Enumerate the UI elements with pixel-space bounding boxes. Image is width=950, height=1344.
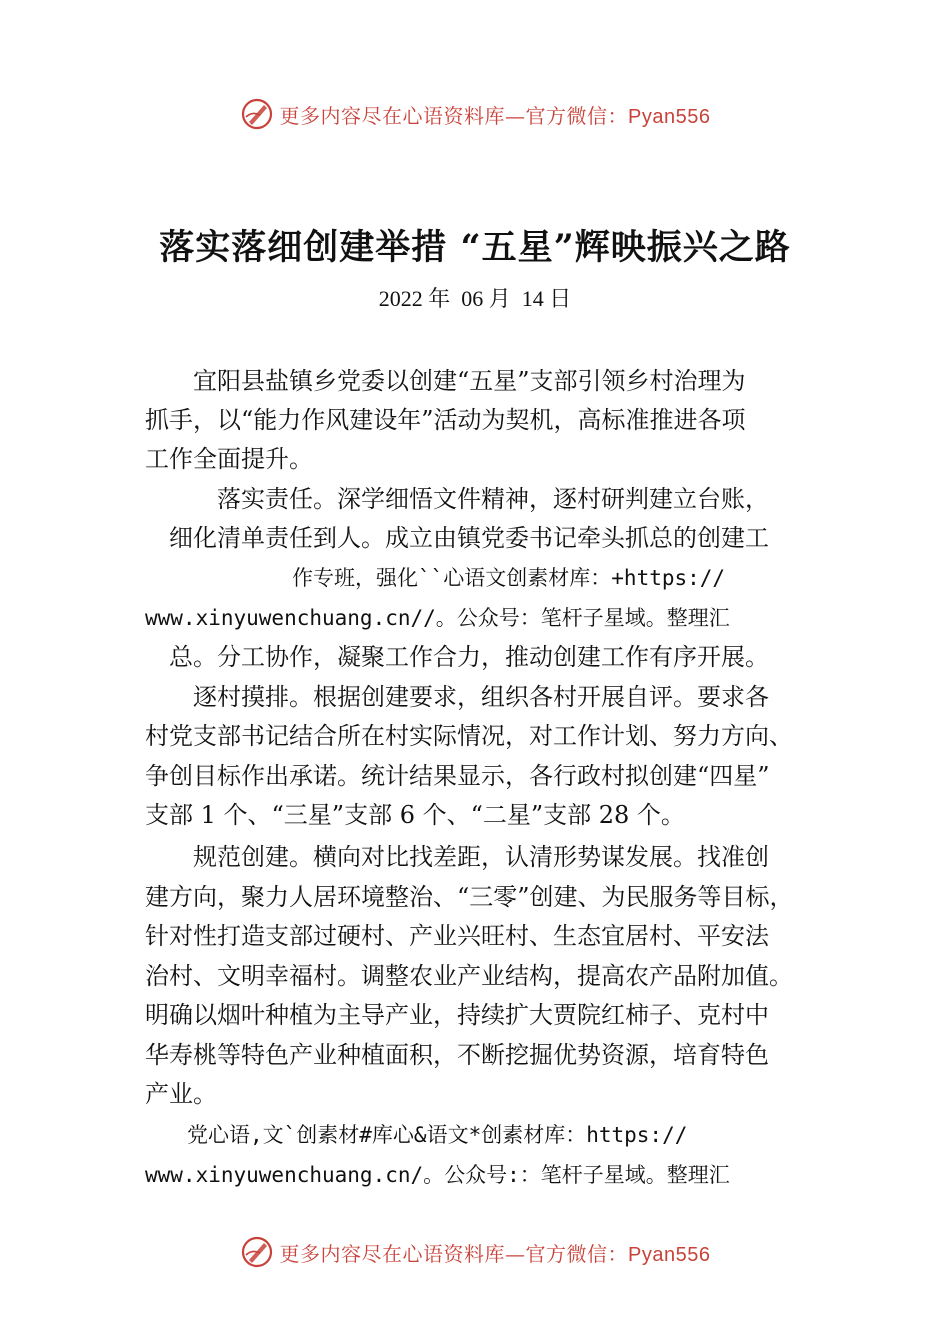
pen-logo-icon — [240, 97, 274, 131]
watermark-dash: — — [505, 103, 526, 128]
article-title: 落实落细创建举措 “五星”辉映振兴之路 — [159, 227, 791, 268]
body-line: 争创目标作出承诺。统计结果显示，各行政村拟创建“四星” — [145, 762, 770, 790]
body-line: www.xinyuwenchuang.cn//。公众号：笔杆子星域。整理汇 — [145, 606, 730, 630]
body-line: 宜阳县盐镇乡党委以创建“五星”支部引领乡村治理为 — [145, 367, 746, 395]
watermark-banner-top — [0, 94, 950, 134]
pen-logo-icon — [240, 1235, 274, 1269]
body-line: 华寿桃等特色产业种植面积，不断挖掘优势资源，培育特色 — [145, 1041, 769, 1069]
body-line: 逐村摸排。根据创建要求，组织各村开展自评。要求各 — [145, 683, 769, 711]
body-line: 作专班，强化``心语文创素材库：+https:// — [145, 566, 726, 590]
watermark-prefix: 更多内容尽在心语资料库 — [279, 103, 506, 128]
body-line: 村党支部书记结合所在村实际情况，对工作计划、努力方向、 — [145, 722, 793, 750]
body-line: 针对性打造支部过硬村、产业兴旺村、生态宜居村、平安法 — [145, 922, 769, 950]
watermark-prefix: 更多内容尽在心语资料库 — [279, 1241, 506, 1266]
body-line: 明确以烟叶种植为主导产业，持续扩大贾院红柿子、克村中 — [145, 1001, 769, 1029]
watermark-wechat-id: Pyan556 — [628, 105, 711, 128]
body-line: 规范创建。横向对比找差距，认清形势谋发展。找准创 — [145, 843, 769, 871]
watermark-banner-bottom — [0, 1232, 950, 1272]
body-line: 建方向，聚力人居环境整治、“三零”创建、为民服务等目标， — [145, 883, 794, 911]
watermark-wechat-label: 官方微信： — [525, 103, 629, 128]
watermark-wechat-label: 官方微信： — [525, 1241, 629, 1266]
body-line: 党心语,文`创素材#库心&语文*创素材库：https:// — [145, 1123, 688, 1147]
body-line: 落实责任。深学细悟文件精神，逐村研判建立台账， — [145, 485, 769, 513]
body-line: 治村、文明幸福村。调整农业产业结构，提高农产品附加值。 — [145, 962, 793, 990]
body-line: 产业。 — [145, 1080, 217, 1108]
body-line: 工作全面提升。 — [145, 445, 313, 473]
watermark-wechat-id: Pyan556 — [628, 1243, 711, 1266]
article-date: 2022 年 06 月 14 日 — [378, 286, 572, 311]
watermark-dash: — — [505, 1241, 526, 1266]
watermark-text — [280, 1238, 711, 1267]
watermark-text — [280, 100, 711, 129]
body-line: www.xinyuwenchuang.cn/。公众号:：笔杆子星域。整理汇 — [145, 1163, 730, 1187]
body-line: 总。分工协作，凝聚工作合力，推动创建工作有序开展。 — [145, 643, 769, 671]
body-line: 抓手，以“能力作风建设年”活动为契机，高标准推进各项 — [145, 406, 746, 434]
body-line: 细化清单责任到人。成立由镇党委书记牵头抓总的创建工 — [145, 524, 769, 552]
body-line: 支部 1 个、“三星”支部 6 个、“二星”支部 28 个。 — [145, 801, 685, 829]
